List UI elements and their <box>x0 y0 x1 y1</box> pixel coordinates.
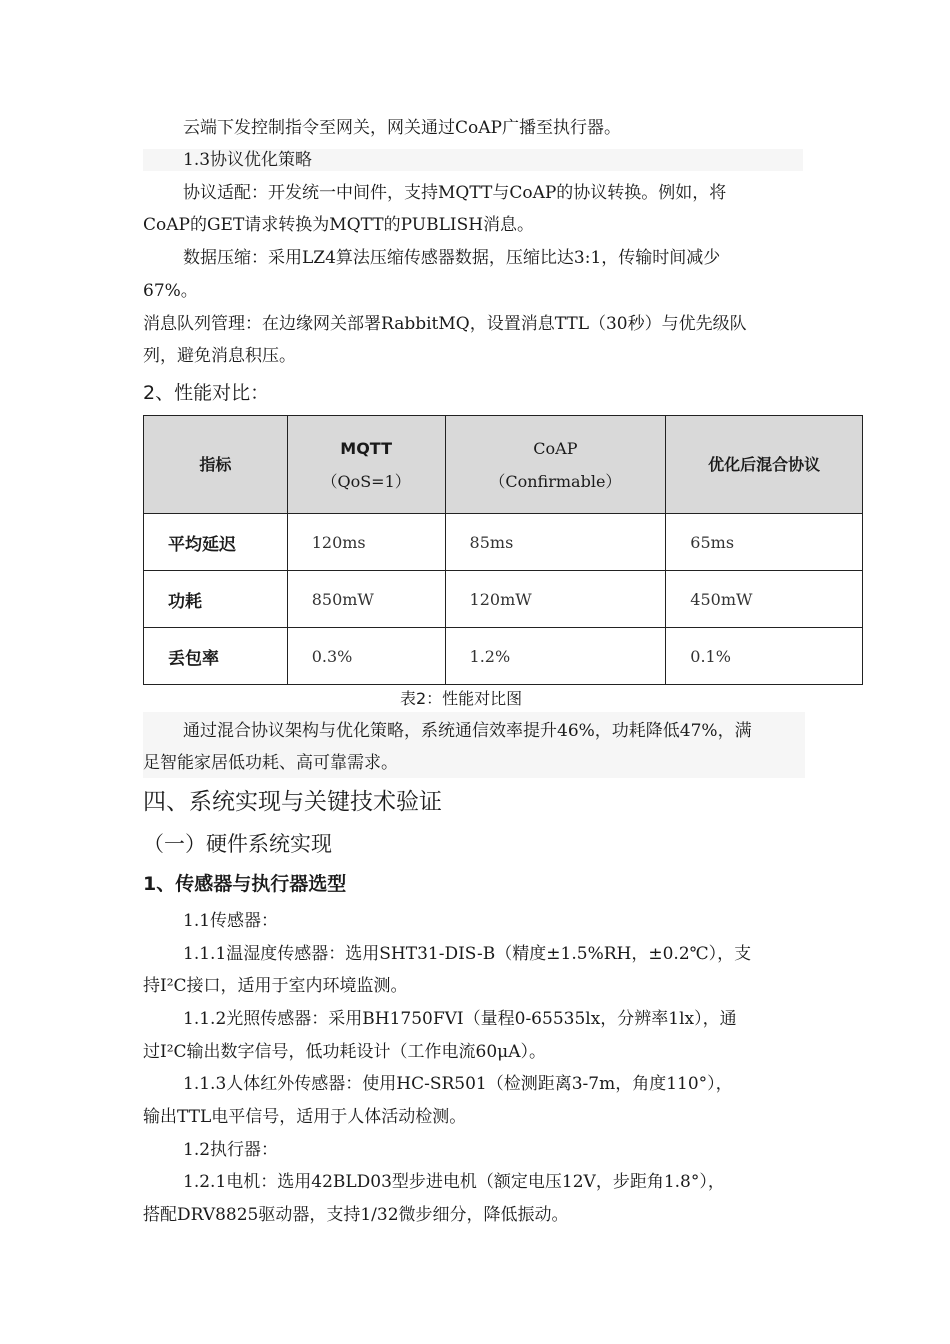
cell-mqtt: 120ms <box>287 514 445 571</box>
paragraph-line: 列，避免消息积压。 <box>143 346 296 366</box>
header-label: 优化后混合协议 <box>708 455 821 474</box>
header-sublabel: （QoS=1） <box>321 471 411 491</box>
cell-mqtt: 0.3% <box>287 628 445 685</box>
paragraph-line: 1.2.1电机：选用42BLD03型步进电机（额定电压12V，步距角1.8°）， <box>183 1172 725 1192</box>
performance-table <box>143 415 863 685</box>
header-cell <box>445 416 666 514</box>
header-cell <box>144 416 288 514</box>
paragraph-line: 67%。 <box>143 281 198 301</box>
table-header-row <box>144 416 863 514</box>
paragraph-line: 通过混合协议架构与优化策略，系统通信效率提升46%，功耗降低47%，满 <box>183 721 752 741</box>
paragraph-line: 输出TTL电平信号，适用于人体活动检测。 <box>143 1107 467 1127</box>
row-label: 平均延迟 <box>144 514 288 571</box>
row-label: 丢包率 <box>144 628 288 685</box>
paragraph-line: 数据压缩：采用LZ4算法压缩传感器数据，压缩比达3:1，传输时间减少 <box>183 248 721 268</box>
cell-hybrid: 65ms <box>666 514 863 571</box>
paragraph-line: 过I²C输出数字信号，低功耗设计（工作电流60μA）。 <box>143 1042 546 1062</box>
header-sublabel: （Confirmable） <box>489 471 622 491</box>
table-row <box>144 571 863 628</box>
paragraph-line: 1.1.2光照传感器：采用BH1750FVI（量程0-65535lx，分辨率1lx），通 <box>183 1009 737 1029</box>
cell-coap: 85ms <box>445 514 666 571</box>
header-cell <box>287 416 445 514</box>
header-label: MQTT <box>340 438 392 458</box>
header-label: CoAP <box>533 438 578 458</box>
paragraph-line: 1.2执行器： <box>183 1140 279 1160</box>
paragraph-line: 1.1.1温湿度传感器：选用SHT31-DIS-B（精度±1.5%RH，±0.2℃），支 <box>183 944 752 964</box>
table-row <box>144 628 863 685</box>
header-label: 指标 <box>199 455 232 474</box>
paragraph-line: 云端下发控制指令至网关，网关通过CoAP广播至执行器。 <box>183 118 621 138</box>
cell-hybrid: 0.1% <box>666 628 863 685</box>
header-cell <box>666 416 863 514</box>
conclusion-block <box>143 712 805 778</box>
paragraph-line: 协议适配：开发统一中间件，支持MQTT与CoAP的协议转换。例如，将 <box>183 183 727 203</box>
cell-coap: 120mW <box>445 571 666 628</box>
cell-hybrid: 450mW <box>666 571 863 628</box>
paragraph-line: CoAP的GET请求转换为MQTT的PUBLISH消息。 <box>143 215 535 235</box>
section-title: 2、性能对比： <box>143 382 270 404</box>
subsection-title: 1.3协议优化策略 <box>143 149 803 171</box>
paragraph-line: 持I²C接口，适用于室内环境监测。 <box>143 976 408 996</box>
paragraph-line: 消息队列管理：在边缘网关部署RabbitMQ，设置消息TTL（30秒）与优先级队 <box>143 314 747 334</box>
paragraph-line: 1.1.3人体红外传感器：使用HC-SR501（检测距离3-7m，角度110°）， <box>183 1074 733 1094</box>
table-caption: 表2：性能对比图 <box>400 689 523 708</box>
cell-mqtt: 850mW <box>287 571 445 628</box>
section-heading: （一）硬件系统实现 <box>143 832 332 856</box>
paragraph-line: 足智能家居低功耗、高可靠需求。 <box>143 753 398 773</box>
item-heading: 1、传感器与执行器选型 <box>143 873 347 895</box>
row-label: 功耗 <box>144 571 288 628</box>
cell-coap: 1.2% <box>445 628 666 685</box>
table-row <box>144 514 863 571</box>
paragraph-line: 搭配DRV8825驱动器，支持1/32微步细分，降低振动。 <box>143 1205 569 1225</box>
paragraph-line: 1.1传感器： <box>183 911 279 931</box>
chapter-heading: 四、系统实现与关键技术验证 <box>143 789 442 815</box>
